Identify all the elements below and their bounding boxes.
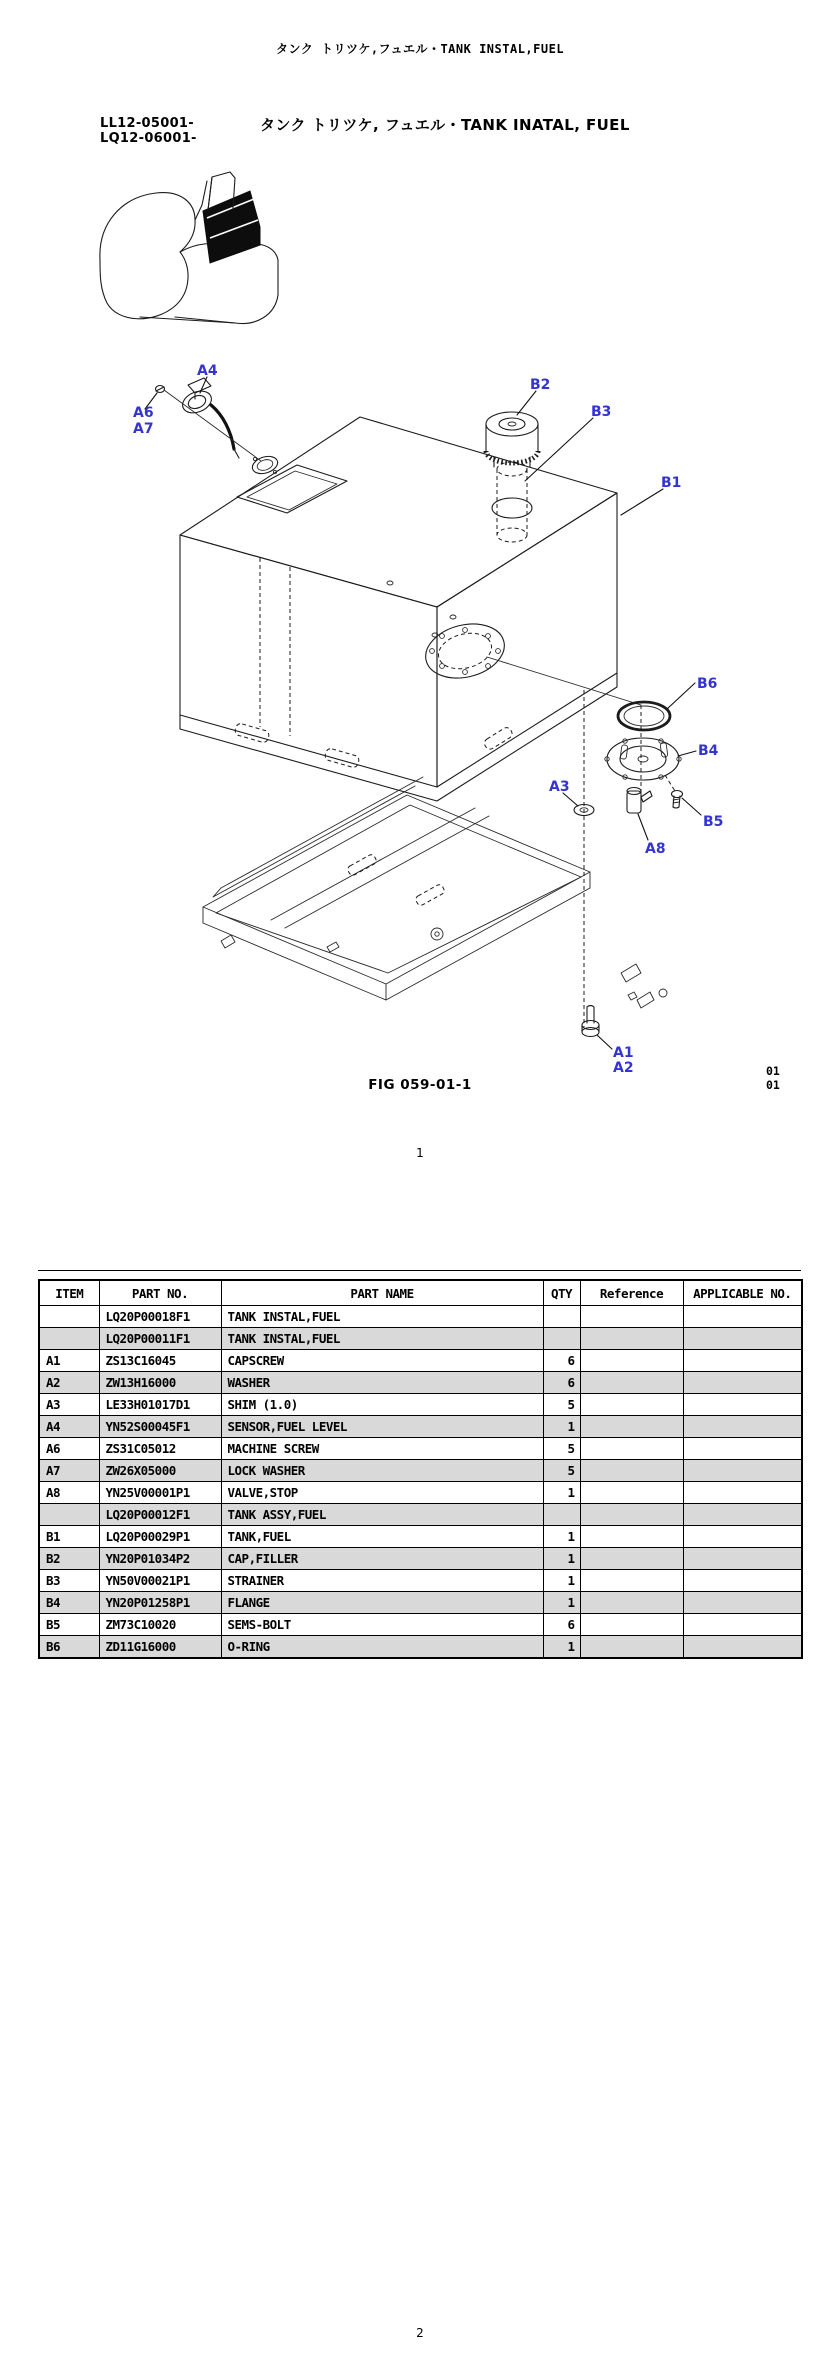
cell-qty [543,1504,580,1526]
page-number-table: 2 [416,2326,424,2340]
cell-reference [580,1350,683,1372]
cell-item: B5 [39,1614,99,1636]
revision-mark-2: 01 [766,1078,780,1092]
strainer [497,462,527,542]
cell-reference [580,1504,683,1526]
callout-b2: B2 [530,377,551,393]
leader-lines [145,377,701,840]
callout-labels [133,363,723,1075]
flange [605,738,681,780]
cell-applicable-no [683,1636,802,1659]
cell-part-no: ZD11G16000 [99,1636,221,1659]
cell-part-name: VALVE,STOP [221,1482,543,1504]
cell-qty: 1 [543,1592,580,1614]
table-row [39,1570,802,1592]
cell-applicable-no [683,1504,802,1526]
cell-applicable-no [683,1548,802,1570]
cell-qty: 5 [543,1438,580,1460]
callout-a4: A4 [197,363,218,379]
cell-applicable-no [683,1416,802,1438]
cell-applicable-no [683,1592,802,1614]
cell-item [39,1306,99,1328]
cell-part-no: ZS31C05012 [99,1438,221,1460]
table-row [39,1394,802,1416]
cell-part-name: SEMS-BOLT [221,1614,543,1636]
cell-qty: 1 [543,1570,580,1592]
callout-a7: A7 [133,421,154,437]
cell-applicable-no [683,1526,802,1548]
cell-qty: 1 [543,1482,580,1504]
cell-part-no: ZM73C10020 [99,1614,221,1636]
callout-b1: B1 [661,475,682,491]
callout-b6: B6 [697,676,718,692]
callout-a3: A3 [549,779,570,795]
highlighted-fuel-tank [203,191,260,263]
cell-part-name: TANK,FUEL [221,1526,543,1548]
col-header-item: ITEM [39,1280,99,1306]
cell-item: B3 [39,1570,99,1592]
serial-range-line2: LQ12-06001- [100,131,197,146]
cell-item: A4 [39,1416,99,1438]
callout-b4: B4 [698,743,719,759]
cell-reference [580,1328,683,1350]
cell-applicable-no [683,1306,802,1328]
col-header-reference: Reference [580,1280,683,1306]
page-number-figure: 1 [416,1146,424,1160]
cell-applicable-no [683,1372,802,1394]
cell-item: A2 [39,1372,99,1394]
table-row [39,1306,802,1328]
cell-part-no: ZW26X05000 [99,1460,221,1482]
serial-range [100,116,197,146]
cell-reference [580,1372,683,1394]
cell-reference [580,1570,683,1592]
mount-axis [574,690,612,1049]
cell-item: A7 [39,1460,99,1482]
col-header-part-name: PART NAME [221,1280,543,1306]
cell-item: A6 [39,1438,99,1460]
cell-item: A8 [39,1482,99,1504]
cell-part-name: MACHINE SCREW [221,1438,543,1460]
cell-part-no: LE33H01017D1 [99,1394,221,1416]
cell-reference [580,1482,683,1504]
cell-qty [543,1306,580,1328]
callout-a6: A6 [133,405,154,421]
cell-applicable-no [683,1570,802,1592]
cell-part-no: LQ20P00018F1 [99,1306,221,1328]
cell-qty: 5 [543,1394,580,1416]
cell-part-no: YN50V00021P1 [99,1570,221,1592]
col-header-qty: QTY [543,1280,580,1306]
cell-qty: 5 [543,1460,580,1482]
callout-a1: A1 [613,1045,634,1061]
figure-title: タンク トリツケ, フュエル・TANK INATAL, FUEL [260,116,630,134]
cell-item [39,1504,99,1526]
cell-part-name: TANK INSTAL,FUEL [221,1306,543,1328]
col-header-applicable-no: APPLICABLE NO. [683,1280,802,1306]
exploded-diagram [85,345,730,1075]
cell-reference [580,1636,683,1659]
cell-applicable-no [683,1328,802,1350]
cell-part-name: WASHER [221,1372,543,1394]
parts-table [38,1279,803,1659]
table-row [39,1504,802,1526]
cell-reference [580,1460,683,1482]
cell-item: A3 [39,1394,99,1416]
header-title: タンク トリツケ,フュエル・TANK INSTAL,FUEL [275,42,565,56]
table-row [39,1482,802,1504]
table-row [39,1460,802,1482]
mount-bolt [582,1006,599,1037]
cell-qty: 1 [543,1416,580,1438]
cell-reference [580,1416,683,1438]
cell-item: B4 [39,1592,99,1614]
cell-qty [543,1328,580,1350]
cell-reference [580,1438,683,1460]
cell-item: B1 [39,1526,99,1548]
table-row [39,1372,802,1394]
cell-part-no: LQ20P00012F1 [99,1504,221,1526]
cell-qty: 6 [543,1350,580,1372]
cell-part-name: FLANGE [221,1592,543,1614]
cell-item [39,1328,99,1350]
cell-item: B6 [39,1636,99,1659]
cell-part-no: LQ20P00011F1 [99,1328,221,1350]
cell-applicable-no [683,1460,802,1482]
revision-marks [766,1064,780,1092]
cell-applicable-no [683,1614,802,1636]
cell-part-name: SHIM (1.0) [221,1394,543,1416]
sems-bolt [665,775,683,808]
cell-part-no: YN20P01258P1 [99,1592,221,1614]
stop-valve [627,788,652,814]
fuel-sensor [179,378,239,458]
flange-assembly [487,657,683,813]
serial-range-line1: LL12-05001- [100,116,194,131]
cell-part-name: CAPSCREW [221,1350,543,1372]
cell-part-no: ZW13H16000 [99,1372,221,1394]
filler-cap [486,412,538,467]
cell-part-name: LOCK WASHER [221,1460,543,1482]
cell-item: B2 [39,1548,99,1570]
cell-qty: 6 [543,1614,580,1636]
cell-qty: 1 [543,1548,580,1570]
cell-reference [580,1306,683,1328]
cell-applicable-no [683,1350,802,1372]
cell-part-no: YN20P01034P2 [99,1548,221,1570]
cell-part-no: YN25V00001P1 [99,1482,221,1504]
cell-part-no: LQ20P00029P1 [99,1526,221,1548]
cell-qty: 1 [543,1526,580,1548]
callout-b5: B5 [703,814,724,830]
machine-screw [156,386,262,462]
cell-part-name: STRAINER [221,1570,543,1592]
cell-reference [580,1394,683,1416]
table-row [39,1438,802,1460]
cell-part-name: TANK ASSY,FUEL [221,1504,543,1526]
cell-reference [580,1592,683,1614]
callout-a8: A8 [645,841,666,857]
table-row [39,1592,802,1614]
cell-part-no: YN52S00045F1 [99,1416,221,1438]
table-row [39,1636,802,1659]
cell-part-name: TANK INSTAL,FUEL [221,1328,543,1350]
revision-mark-1: 01 [766,1064,780,1078]
cell-reference [580,1548,683,1570]
col-header-part-no: PART NO. [99,1280,221,1306]
table-header-row [39,1280,802,1306]
table-row [39,1328,802,1350]
table-row [39,1350,802,1372]
cell-applicable-no [683,1482,802,1504]
table-top-rule [38,1270,801,1271]
table-row [39,1526,802,1548]
cell-reference [580,1614,683,1636]
cell-applicable-no [683,1394,802,1416]
table-row [39,1614,802,1636]
table-row [39,1548,802,1570]
o-ring [618,702,670,730]
cell-part-name: O-RING [221,1636,543,1659]
cell-qty: 6 [543,1372,580,1394]
fig-caption: FIG 059-01-1 [368,1077,472,1093]
cell-item: A1 [39,1350,99,1372]
cell-part-no: ZS13C16045 [99,1350,221,1372]
table-row [39,1416,802,1438]
cell-qty: 1 [543,1636,580,1659]
cell-applicable-no [683,1438,802,1460]
chassis-frame [203,777,667,1008]
cell-part-name: SENSOR,FUEL LEVEL [221,1416,543,1438]
machine-thumbnail [80,165,310,355]
fuel-tank [180,417,617,801]
callout-b3: B3 [591,404,612,420]
callout-a2: A2 [613,1060,634,1075]
cell-reference [580,1526,683,1548]
cell-part-name: CAP,FILLER [221,1548,543,1570]
